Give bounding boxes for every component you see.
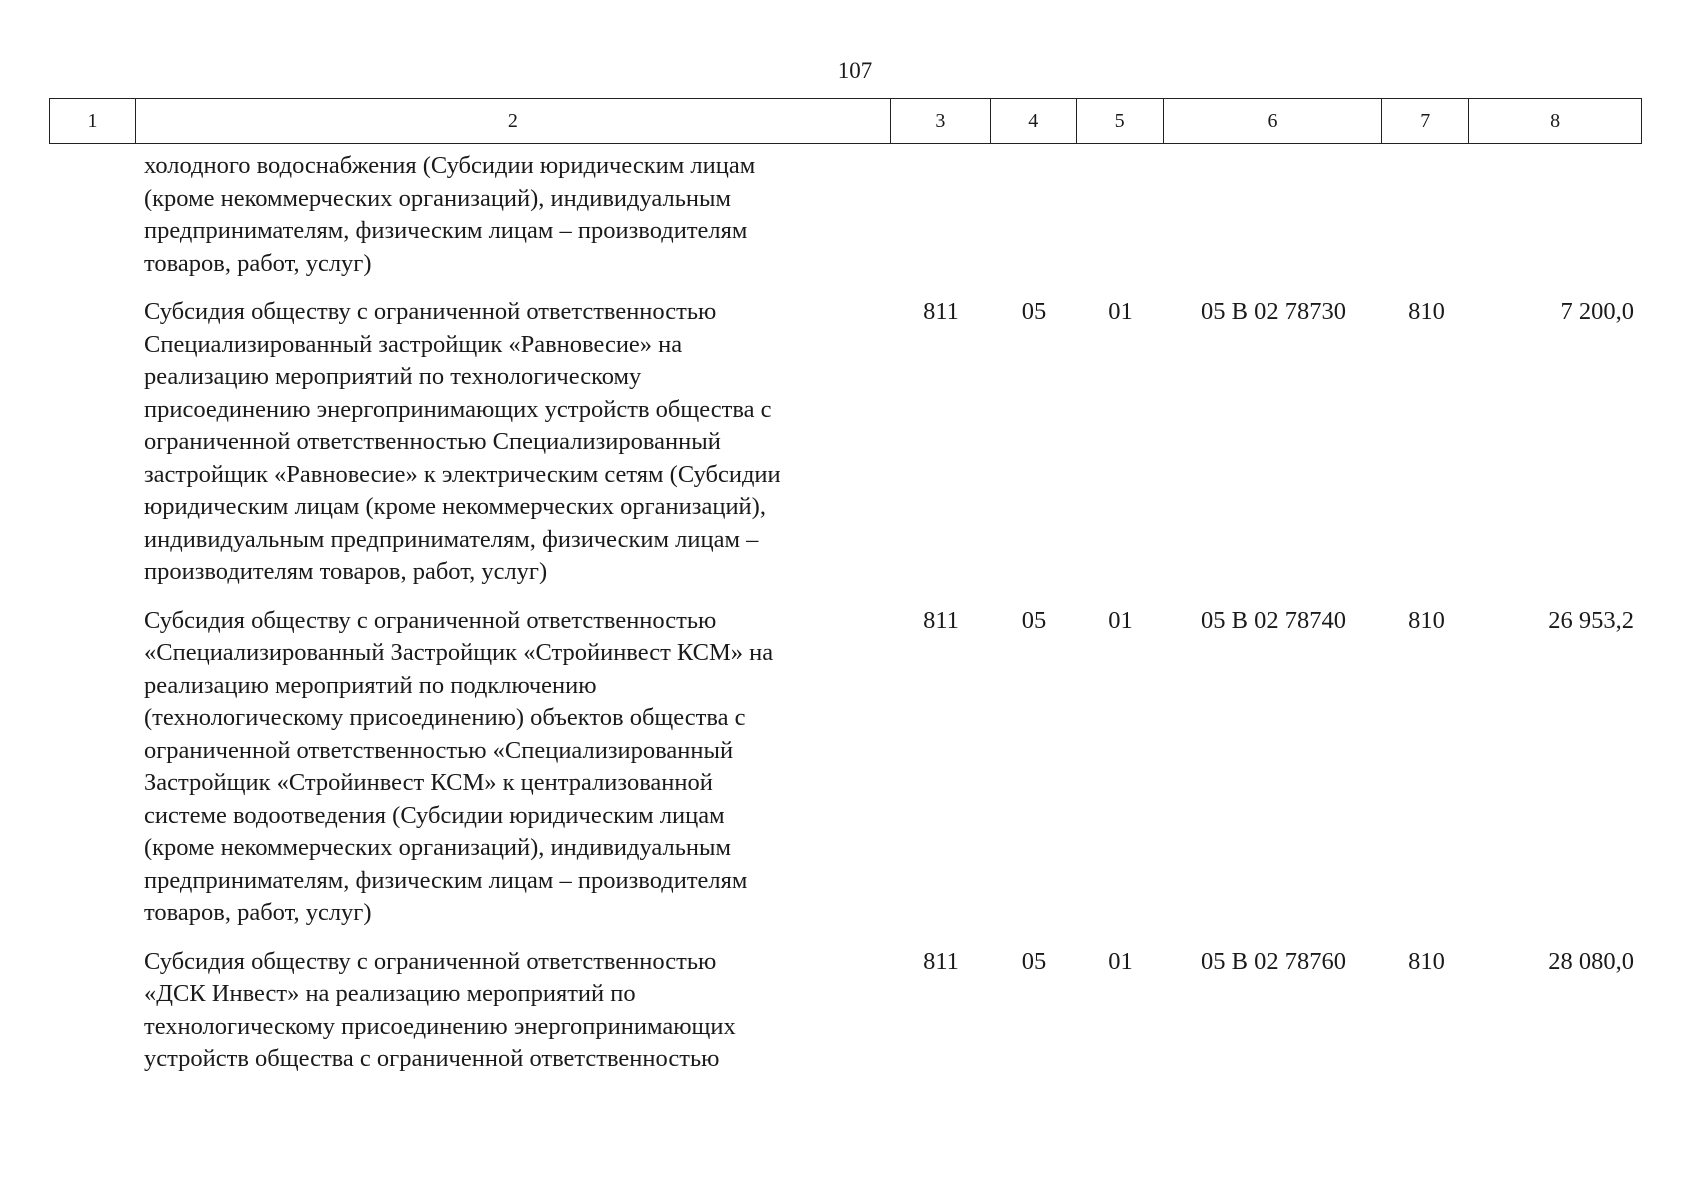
cell-description: Субсидия обществу с ограниченной ответственностью «Специализированный Застройщик «Стройинвест КСМ» на реализацию мероприятий по подключению (технологическому присоединению) объектов общества с ограниченной ответственностью «Специализированный Застройщик «Стройинвест КСМ» к централизованной системе водоотведения (Субсидии юридическим лицам (кроме некоммерческих организаций), индивидуальным предпринимателям, физическим лицам – производителям товаров, работ, услуг): [144, 606, 774, 926]
cell-col-6: [1164, 150, 1383, 280]
cell-description: Субсидия обществу с ограниченной ответственностью «ДСК Инвест» на реализацию мероприятий по технологическому присоединению энергопринимающих устройств общества с ограниченной ответственностью: [144, 947, 736, 1072]
cell-col-1: [49, 946, 135, 1076]
cell-col-7: 810: [1408, 947, 1445, 975]
table-row: [49, 296, 1642, 589]
header-col-7: 7: [1382, 99, 1469, 143]
header-col-6: 6: [1164, 99, 1383, 143]
cell-col-7: 810: [1408, 606, 1445, 634]
cell-amount: 26 953,2: [1548, 606, 1634, 634]
cell-col-3: [891, 150, 991, 280]
cell-col-7: [1383, 150, 1470, 280]
header-col-2: 2: [136, 99, 891, 143]
cell-col-4: 05: [1021, 298, 1047, 325]
page-number: 107: [837, 58, 873, 83]
table-row: [49, 605, 1642, 930]
cell-col-1: [49, 150, 135, 280]
cell-amount: 28 080,0: [1548, 947, 1634, 975]
cell-col-5: 01: [1108, 298, 1133, 325]
cell-col-5: 01: [1108, 606, 1133, 634]
cell-col-3: 811: [923, 298, 959, 325]
cell-col-5: 01: [1108, 947, 1133, 975]
cell-col-6: 05 В 02 78740: [1201, 606, 1346, 634]
cell-col-4: 05: [1021, 606, 1047, 634]
cell-col-4: 05: [1021, 947, 1047, 975]
cell-amount: 7 200,0: [1560, 298, 1634, 325]
header-col-1: 1: [50, 99, 136, 143]
table-header: [49, 98, 1642, 144]
cell-col-4: [991, 150, 1077, 280]
table-body: [49, 150, 1642, 1076]
cell-col-3: 811: [923, 947, 959, 975]
table-row: [49, 946, 1642, 1076]
cell-col-1: [49, 296, 135, 589]
cell-description: холодного водоснабжения (Субсидии юридическим лицам (кроме некоммерческих организаций), индивидуальным предпринимателям, физическим лицам – производителям товаров, работ, услуг): [144, 152, 756, 277]
cell-col-5: [1077, 150, 1164, 280]
header-col-4: 4: [991, 99, 1077, 143]
header-col-5: 5: [1077, 99, 1164, 143]
cell-amount: [1470, 150, 1642, 280]
cell-description: Субсидия обществу с ограниченной ответственностью Специализированный застройщик «Равновесие» на реализацию мероприятий по технологическому присоединению энергопринимающих устройств общества с ограниченной ответственностью Специализированный застройщик «Равновесие» к электрическим сетям (Субсидии юридическим лицам (кроме некоммерческих организаций), индивидуальным предпринимателям, физическим лицам – производителям товаров, работ, услуг): [144, 298, 781, 585]
cell-col-3: 811: [923, 606, 959, 634]
header-col-3: 3: [891, 99, 991, 143]
cell-col-6: 05 В 02 78760: [1201, 947, 1346, 975]
cell-col-6: 05 В 02 78730: [1201, 298, 1346, 325]
header-col-8: 8: [1550, 109, 1561, 132]
cell-col-1: [49, 605, 135, 930]
cell-col-7: 810: [1408, 298, 1445, 325]
table-row: [49, 150, 1642, 280]
